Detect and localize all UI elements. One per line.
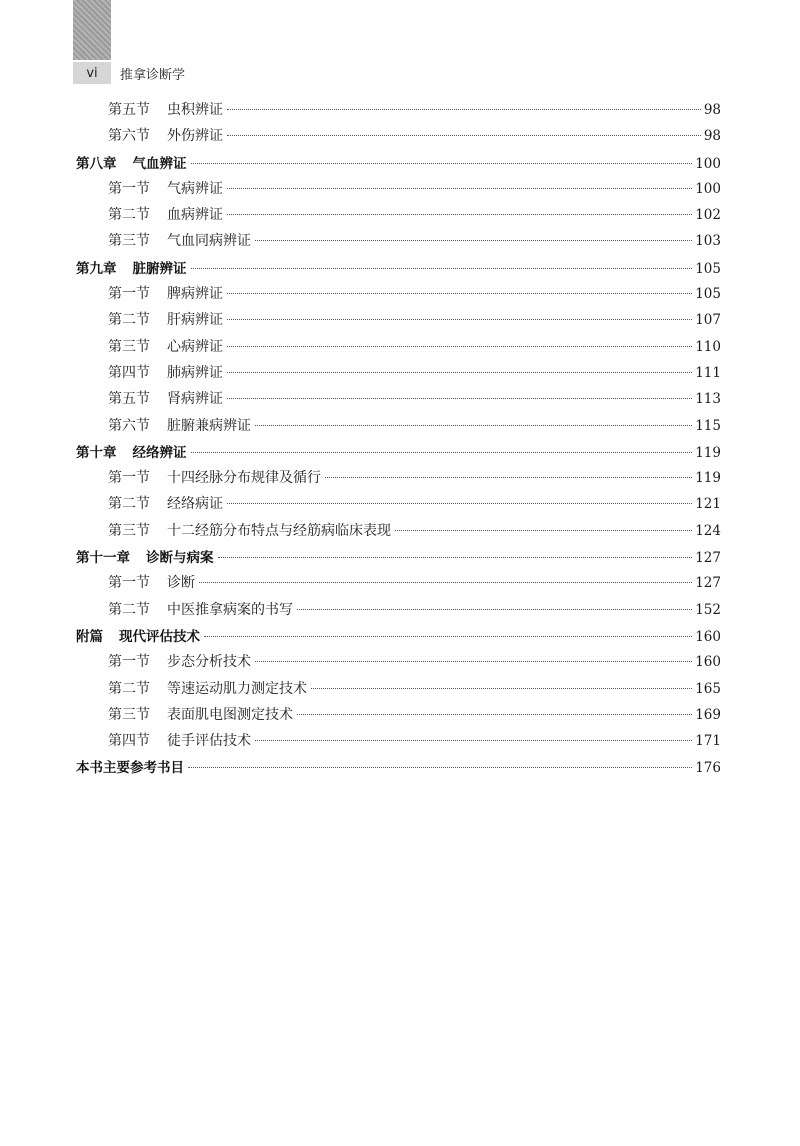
toc-section-entry[interactable] bbox=[76, 730, 721, 756]
entry-title: 心病辨证 bbox=[167, 338, 223, 355]
entry-title: 诊断 bbox=[167, 575, 195, 592]
entry-title: 脏腑兼病辨证 bbox=[167, 417, 251, 434]
entry-title: 中医推拿病案的书写 bbox=[167, 601, 293, 618]
entry-page-number: 113 bbox=[695, 391, 721, 408]
entry-title: 外伤辨证 bbox=[167, 128, 223, 145]
dot-leader bbox=[218, 557, 693, 558]
entry-page-number: 100 bbox=[695, 180, 721, 197]
entry-title: 虫积辨证 bbox=[167, 102, 223, 118]
entry-title: 表面肌电图测定技术 bbox=[167, 706, 293, 723]
entry-title: 脾病辨证 bbox=[167, 286, 223, 303]
entry-page-number: 124 bbox=[695, 522, 721, 539]
dot-leader bbox=[311, 688, 692, 689]
entry-number: 第十章 bbox=[76, 444, 117, 461]
toc-section-entry[interactable] bbox=[76, 178, 721, 204]
entry-number: 第八章 bbox=[76, 155, 117, 172]
book-title: 推拿诊断学 bbox=[120, 67, 186, 83]
entry-page-number: 127 bbox=[695, 575, 721, 592]
dot-leader bbox=[297, 714, 692, 715]
entry-title: 等速运动肌力测定技术 bbox=[167, 680, 307, 697]
table-of-contents bbox=[76, 99, 721, 783]
entry-number: 第一节 bbox=[108, 654, 150, 671]
entry-page-number: 98 bbox=[703, 128, 721, 145]
toc-chapter-entry[interactable] bbox=[76, 441, 721, 467]
entry-number: 第四节 bbox=[108, 364, 150, 381]
toc-section-entry[interactable] bbox=[76, 467, 721, 493]
entry-page-number: 160 bbox=[695, 628, 721, 645]
dot-leader bbox=[325, 477, 692, 478]
entry-title: 诊断与病案 bbox=[146, 550, 214, 567]
entry-number: 第六节 bbox=[108, 128, 150, 145]
toc-section-entry[interactable] bbox=[76, 704, 721, 730]
entry-number: 第一节 bbox=[108, 575, 150, 592]
entry-number: 第二节 bbox=[108, 312, 150, 329]
toc-chapter-entry[interactable] bbox=[76, 257, 721, 283]
entry-page-number: 152 bbox=[695, 601, 721, 618]
toc-section-entry[interactable] bbox=[76, 493, 721, 519]
dot-leader bbox=[199, 582, 692, 583]
entry-title: 十二经筋分布特点与经筋病临床表现 bbox=[167, 522, 391, 539]
entry-title: 经络病证 bbox=[167, 496, 223, 513]
entry-page-number: 169 bbox=[695, 706, 721, 723]
entry-number: 第六节 bbox=[108, 417, 150, 434]
dot-leader bbox=[227, 109, 701, 110]
dot-leader bbox=[227, 319, 692, 320]
entry-page-number: 110 bbox=[695, 338, 721, 355]
toc-section-entry[interactable] bbox=[76, 309, 721, 335]
entry-page-number: 111 bbox=[695, 364, 721, 381]
entry-title: 血病辨证 bbox=[167, 207, 223, 224]
dot-leader bbox=[227, 346, 692, 347]
dot-leader bbox=[227, 503, 692, 504]
toc-section-entry[interactable] bbox=[76, 678, 721, 704]
entry-title: 肾病辨证 bbox=[167, 391, 223, 408]
dot-leader bbox=[227, 188, 692, 189]
entry-number: 第四节 bbox=[108, 733, 150, 750]
toc-section-entry[interactable] bbox=[76, 204, 721, 230]
toc-section-entry[interactable] bbox=[76, 520, 721, 546]
entry-number: 第二节 bbox=[108, 496, 150, 513]
dot-leader bbox=[191, 163, 693, 164]
toc-chapter-entry[interactable] bbox=[76, 152, 721, 178]
dot-leader bbox=[227, 293, 692, 294]
toc-chapter-entry[interactable] bbox=[76, 756, 721, 782]
dot-leader bbox=[255, 425, 692, 426]
dot-leader bbox=[255, 240, 692, 241]
entry-page-number: 176 bbox=[695, 760, 721, 777]
entry-number: 第五节 bbox=[108, 391, 150, 408]
entry-number: 第五节 bbox=[108, 102, 150, 118]
toc-section-entry[interactable] bbox=[76, 99, 721, 125]
dot-leader bbox=[297, 609, 692, 610]
dot-leader bbox=[204, 636, 692, 637]
entry-title: 脏腑辨证 bbox=[132, 260, 187, 277]
toc-section-entry[interactable] bbox=[76, 283, 721, 309]
entry-title: 气血同病辨证 bbox=[167, 233, 251, 250]
entry-number: 第二节 bbox=[108, 601, 150, 618]
dot-leader bbox=[191, 268, 693, 269]
entry-title: 肺病辨证 bbox=[167, 364, 223, 381]
entry-page-number: 119 bbox=[695, 470, 721, 487]
toc-section-entry[interactable] bbox=[76, 651, 721, 677]
entry-number: 第三节 bbox=[108, 706, 150, 723]
entry-title: 步态分析技术 bbox=[167, 654, 251, 671]
corner-tab-decoration bbox=[73, 0, 111, 60]
entry-page-number: 115 bbox=[695, 417, 721, 434]
entry-page-number: 98 bbox=[703, 102, 721, 118]
entry-number: 第九章 bbox=[76, 260, 117, 277]
entry-page-number: 127 bbox=[695, 550, 721, 567]
dot-leader bbox=[188, 767, 692, 768]
page-number: vi bbox=[73, 62, 111, 84]
dot-leader bbox=[191, 452, 693, 453]
toc-section-entry[interactable] bbox=[76, 362, 721, 388]
toc-chapter-entry[interactable] bbox=[76, 625, 721, 651]
entry-page-number: 107 bbox=[695, 312, 721, 329]
dot-leader bbox=[255, 740, 692, 741]
entry-page-number: 160 bbox=[695, 654, 721, 671]
entry-page-number: 105 bbox=[695, 260, 721, 277]
entry-number: 第一节 bbox=[108, 180, 150, 197]
dot-leader bbox=[227, 214, 692, 215]
entry-number: 附篇 bbox=[76, 628, 103, 645]
toc-section-entry[interactable] bbox=[76, 125, 721, 151]
toc-section-entry[interactable] bbox=[76, 230, 721, 256]
dot-leader bbox=[227, 372, 692, 373]
entry-page-number: 121 bbox=[695, 496, 721, 513]
entry-page-number: 102 bbox=[695, 207, 721, 224]
entry-number: 第二节 bbox=[108, 680, 150, 697]
entry-number: 第十一章 bbox=[76, 550, 130, 567]
entry-title: 气病辨证 bbox=[167, 180, 223, 197]
running-header bbox=[73, 62, 185, 84]
dot-leader bbox=[255, 661, 692, 662]
entry-number: 第一节 bbox=[108, 470, 150, 487]
entry-title: 肝病辨证 bbox=[167, 312, 223, 329]
entry-page-number: 103 bbox=[695, 233, 721, 250]
entry-number: 第二节 bbox=[108, 207, 150, 224]
entry-page-number: 105 bbox=[695, 286, 721, 303]
toc-section-entry[interactable] bbox=[76, 572, 721, 598]
entry-page-number: 165 bbox=[695, 680, 721, 697]
dot-leader bbox=[395, 530, 692, 531]
entry-number: 本书主要参考书目 bbox=[76, 760, 184, 777]
entry-page-number: 100 bbox=[695, 155, 721, 172]
entry-title: 徒手评估技术 bbox=[167, 733, 251, 750]
dot-leader bbox=[227, 398, 692, 399]
toc-section-entry[interactable] bbox=[76, 415, 721, 441]
toc-section-entry[interactable] bbox=[76, 599, 721, 625]
entry-title: 经络辨证 bbox=[132, 444, 187, 461]
entry-number: 第三节 bbox=[108, 338, 150, 355]
toc-section-entry[interactable] bbox=[76, 388, 721, 414]
entry-page-number: 171 bbox=[695, 733, 721, 750]
entry-title: 十四经脉分布规律及循行 bbox=[167, 470, 321, 487]
entry-number: 第三节 bbox=[108, 233, 150, 250]
entry-number: 第三节 bbox=[108, 522, 150, 539]
entry-title: 气血辨证 bbox=[132, 155, 187, 172]
dot-leader bbox=[227, 135, 701, 136]
entry-page-number: 119 bbox=[695, 444, 721, 461]
entry-title: 现代评估技术 bbox=[119, 628, 200, 645]
toc-chapter-entry[interactable] bbox=[76, 546, 721, 572]
toc-section-entry[interactable] bbox=[76, 336, 721, 362]
entry-number: 第一节 bbox=[108, 286, 150, 303]
